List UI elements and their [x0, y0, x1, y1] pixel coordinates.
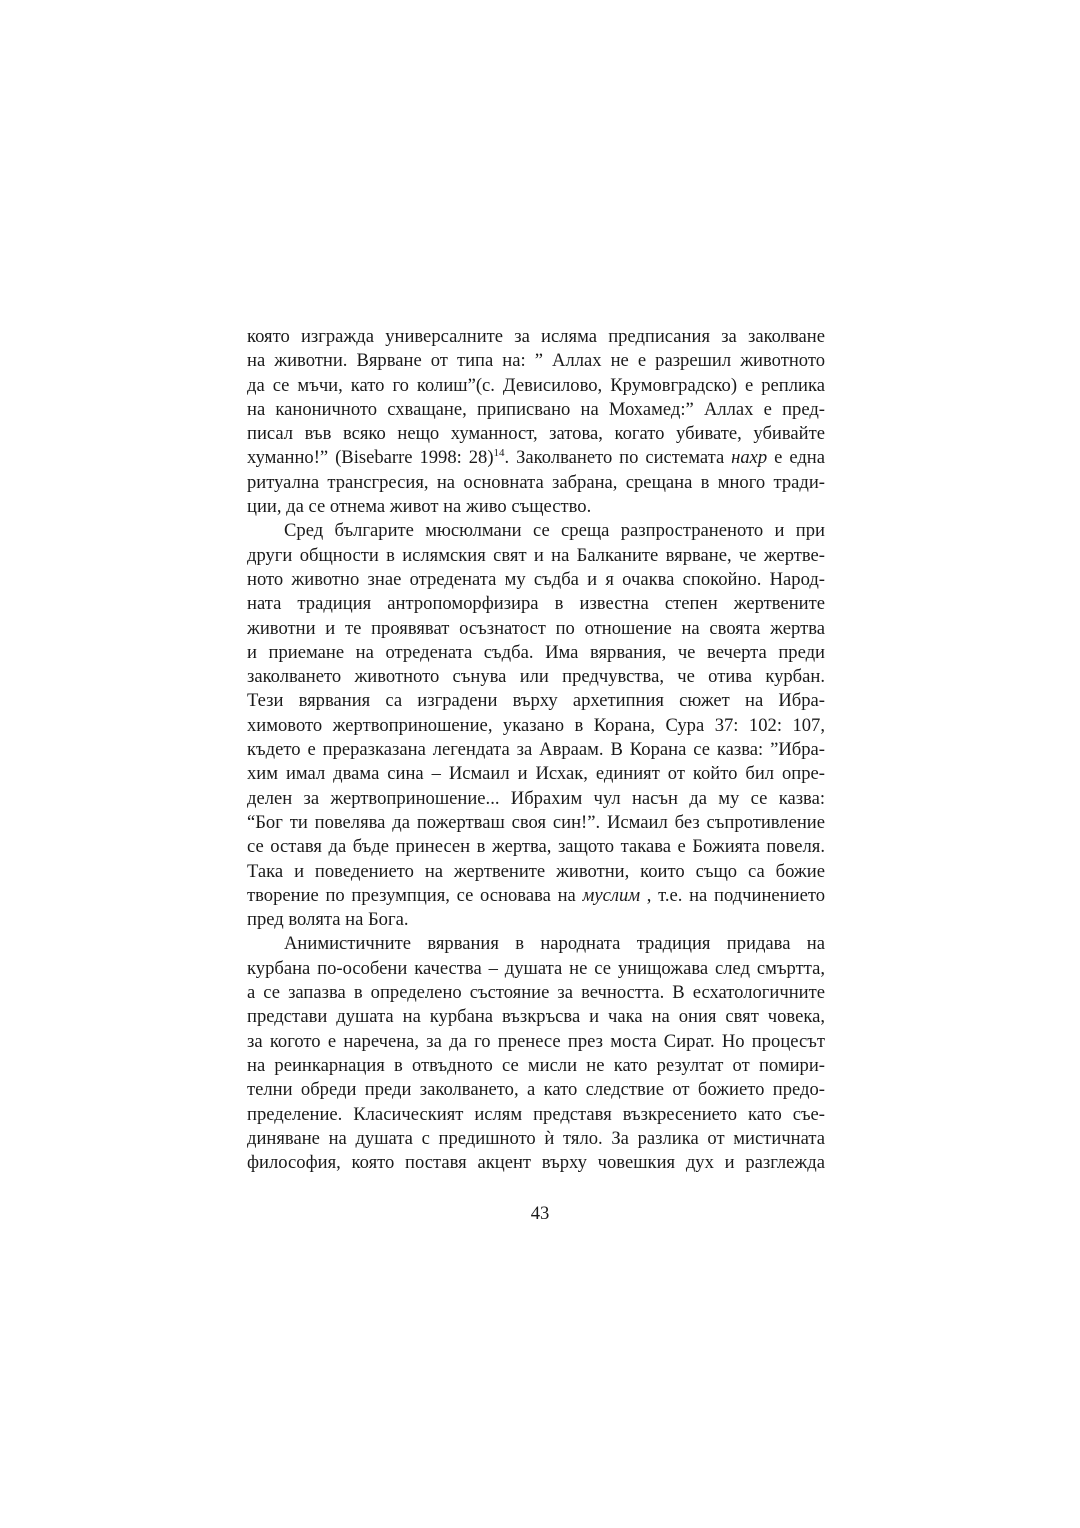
text-line: ната традиция антропоморфизира в известна степен жертвените	[247, 593, 825, 615]
text-line: “Бог ти повелява да пожертваш своя син!”. Исмаил без съпротивление	[247, 811, 825, 833]
paragraph	[247, 519, 825, 932]
text-line: а се запазва в определено състояние за вечността. В есхатологичните	[247, 982, 825, 1004]
text-line: и приемане на отредената съдба. Има вярвания, че вечерта преди	[247, 641, 825, 663]
text-line: хим имал двама сина – Исмаил и Исхак, единият от който бил опре-	[247, 763, 825, 785]
text-line: Така и поведението на жертвените животни, които също са божие	[247, 860, 825, 882]
text-line: на реинкарнация в отвъдното се мисли не като резултат от помири-	[247, 1054, 825, 1076]
text-line: философия, която поставя акцент върху човешкия дух и разглежда	[247, 1152, 825, 1174]
text-line: други общности в ислямския свят и на Балканите вярване, че жертве-	[247, 544, 825, 566]
text-line: делен за жертвоприношение... Ибрахим чул насън да му се казва:	[247, 787, 825, 809]
text-line: се оставя да бъде принесен в жертва, защото такава е Божията повеля.	[247, 836, 825, 858]
text-line: ритуална трансгресия, на основната забрана, срещана в много тради-	[247, 471, 825, 493]
text-line: пределение. Класическият ислям представя възкресението като съе-	[247, 1103, 825, 1125]
text-line: да се мъчи, като го колиш”(с. Девисилово, Крумовградско) е реплика	[247, 374, 825, 396]
text-line: за когото е наречена, за да го пренесе през моста Сират. Но процесът	[247, 1030, 825, 1052]
text-line: Тези вярвания са изградени върху архетипния сюжет на Ибра-	[247, 690, 825, 712]
text-line: хуманно!” (Bisebarre 1998: 28)$^{14}$. Заколването по системата нахр е една	[247, 447, 825, 469]
text-line: Сред българите мюсюлмани се среща разпространеното и при	[284, 520, 825, 542]
paragraph	[247, 325, 825, 519]
text-line: телни обреди преди заколването, а като следствие от божието предо-	[247, 1079, 825, 1101]
page-number: 43	[530, 1203, 550, 1224]
paragraph	[247, 932, 825, 1175]
text-line: диняване на душата с предишното ѝ тяло. За разлика от мистичната	[247, 1127, 825, 1149]
text-line: представи душата на курбана възкръсва и чака на ония свят човека,	[247, 1006, 825, 1028]
text-line: курбана по-особени качества – душата не се унищожава след смъртта,	[247, 957, 825, 979]
text-line: химовото жертвоприношение, указано в Корана, Сура 37: 102: 107,	[247, 714, 825, 736]
text-line: животни и те проявяват осъзнатост по отношение на своята жертва	[247, 617, 825, 639]
text-line: ното животно знае отредената му съдба и я очаква спокойно. Народ-	[247, 568, 825, 590]
text-line: заколването животното сънува или предчувства, че отива курбан.	[247, 666, 825, 688]
text-line: ции, да се отнема живот на живо същество.	[247, 496, 592, 518]
text-line: пред волята на Бога.	[247, 909, 409, 931]
text-line: на животни. Вярване от типа на: ” Аллах не е разрешил животното	[247, 350, 825, 372]
text-line: където е преразказана легендата за Авраам. В Корана се казва: ”Ибра-	[247, 739, 825, 761]
text-line: която изгражда универсалните за исляма предписания за заколване	[247, 326, 825, 347]
body-text	[247, 325, 825, 1175]
text-line: писал във всяко нещо хуманност, затова, когато убивате, убивайте	[247, 423, 825, 445]
text-line: Анимистичните вярвания в народната традиция придава на	[284, 933, 825, 955]
text-line: творение по презумпция, се основава на муслим , т.е. на подчинението	[247, 884, 825, 906]
text-line: на каноничното схващане, приписвано на Мохамед:” Аллах е пред-	[247, 398, 825, 420]
